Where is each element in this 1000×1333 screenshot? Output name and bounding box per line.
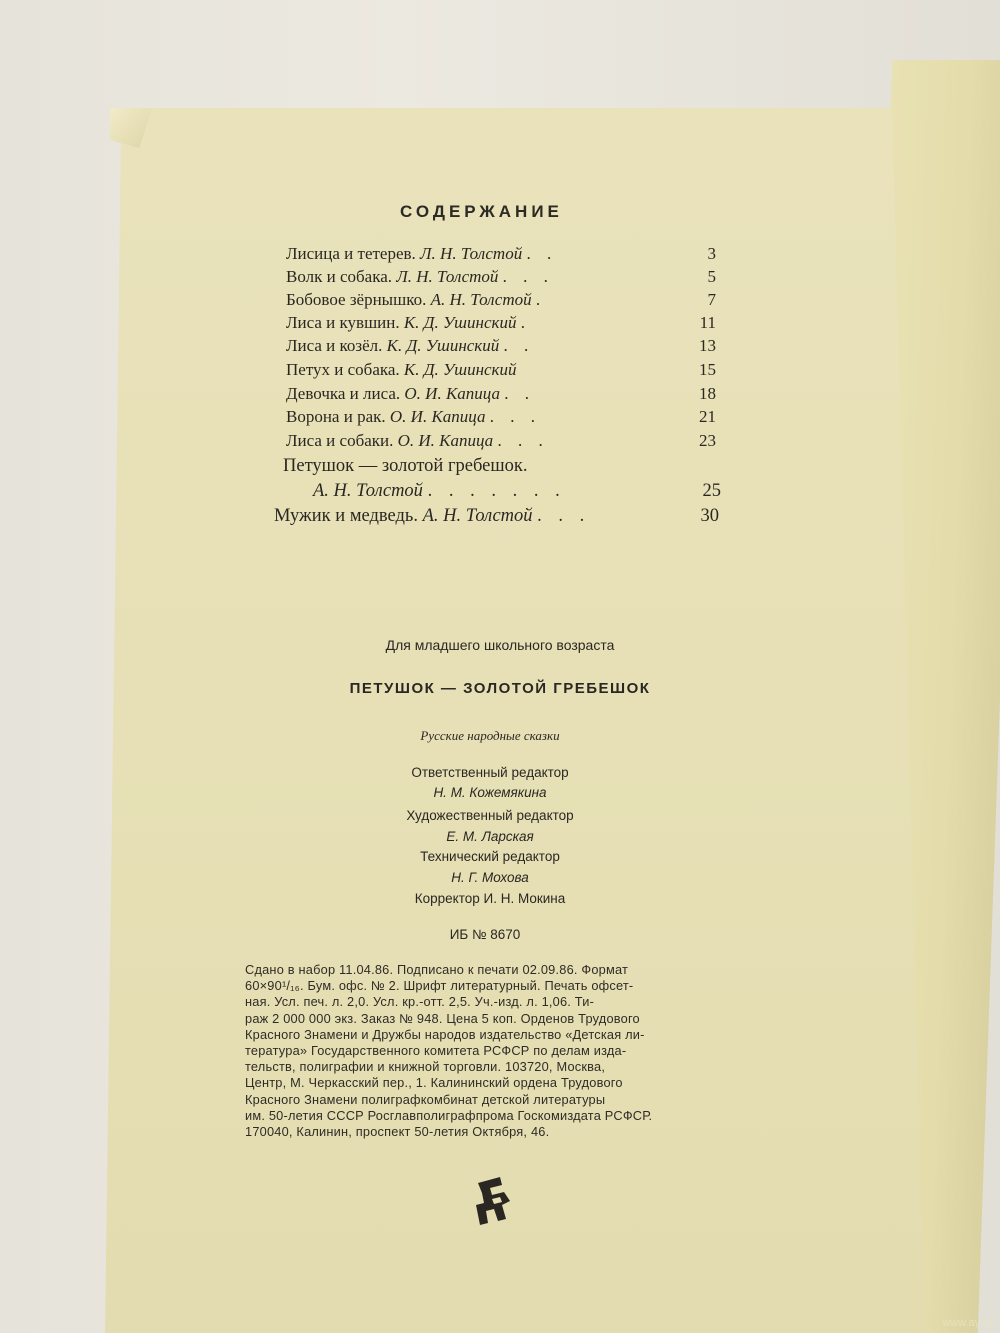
publication-line: ная. Усл. печ. л. 2,0. Усл. кр.-отт. 2,5. Уч.-изд. л. 1,06. Ти- bbox=[245, 994, 595, 1010]
toc-heading: СОДЕРЖАНИЕ bbox=[400, 202, 563, 221]
toc-entry-page: 13 bbox=[699, 336, 716, 355]
watermark: www.ay.by bbox=[942, 1317, 994, 1329]
toc-entry-author: К. Д. Ушинский bbox=[403, 313, 517, 332]
toc-entry bbox=[286, 431, 716, 455]
toc-entry bbox=[286, 407, 716, 431]
publication-line: раж 2 000 000 экз. Заказ № 948. Цена 5 коп. Орденов Трудового bbox=[245, 1010, 640, 1026]
toc-entry-author: Л. Н. Толстой bbox=[396, 267, 499, 286]
toc-entry bbox=[283, 456, 713, 480]
publication-line: 60×90¹/₁₆. Бум. офс. № 2. Шрифт литературный. Печать офсет- bbox=[245, 978, 634, 994]
publication-line: Сдано в набор 11.04.86. Подписано к печати 02.09.86. Формат bbox=[245, 962, 629, 977]
toc-entry-author: К. Д. Ушинский bbox=[403, 360, 517, 379]
tech-editor-role: Технический редактор bbox=[420, 849, 560, 864]
toc-entry-page: 25 bbox=[702, 481, 721, 501]
book-title: ПЕТУШОК — ЗОЛОТОЙ ГРЕБЕШОК bbox=[349, 680, 651, 697]
toc-entry-leader: . . . . . . . bbox=[427, 481, 566, 501]
publication-line: Центр, М. Черкасский пер., 1. Калининский ордена Трудового bbox=[245, 1075, 623, 1091]
publisher-logo-icon bbox=[472, 1175, 516, 1227]
toc-entry-leader: . . bbox=[504, 384, 535, 403]
book-subtitle: Русские народные сказки bbox=[420, 728, 560, 743]
toc-entry-leader: . . . bbox=[502, 267, 554, 286]
publication-line: им. 50-летия СССР Росглавполиграфпрома Госкомиздата РСФСР. bbox=[245, 1107, 653, 1123]
toc-entry-page: 15 bbox=[699, 360, 716, 379]
publication-details bbox=[245, 962, 765, 1140]
toc-entry-leader: . . bbox=[503, 336, 535, 355]
tech-editor-name: Н. Г. Мохова bbox=[451, 870, 529, 885]
toc-entry-page: 18 bbox=[699, 384, 716, 403]
toc-entry-title: Волк и собака. bbox=[286, 267, 392, 286]
toc-entry bbox=[274, 506, 719, 530]
publication-line: тература» Государственного комитета РСФСР по делам изда- bbox=[245, 1043, 627, 1059]
toc-entry-author: Л. Н. Толстой bbox=[420, 244, 523, 263]
toc-entry-page: 11 bbox=[699, 313, 716, 332]
toc-entry-title: Мужик и медведь. bbox=[274, 506, 418, 526]
art-editor-name: Е. М. Ларская bbox=[446, 829, 534, 844]
publication-line: 170040, Калинин, проспект 50-летия Октября, 46. bbox=[245, 1124, 550, 1140]
toc-entry bbox=[286, 244, 716, 268]
toc-entry-page: 30 bbox=[700, 506, 719, 526]
toc-entry bbox=[286, 384, 716, 408]
toc-entry-title: Лисица и тетерев. bbox=[286, 244, 416, 263]
corrector: Корректор И. Н. Мокина bbox=[414, 891, 566, 906]
toc-entry-author: А. Н. Толстой bbox=[313, 481, 423, 501]
toc-entry-leader: . bbox=[520, 313, 531, 332]
toc-entry-title: Лиса и кувшин. bbox=[286, 313, 400, 332]
toc-entry-leader: . bbox=[535, 290, 547, 309]
publication-line: Красного Знамени и Дружбы народов издательство «Детская ли- bbox=[245, 1026, 645, 1042]
toc-entry bbox=[286, 267, 716, 291]
toc-entry-leader: . . . bbox=[497, 431, 549, 450]
responsible-editor-name: Н. М. Кожемякина bbox=[433, 785, 547, 800]
toc-entry-title: Бобовое зёрнышко. bbox=[286, 290, 427, 309]
toc-entry bbox=[286, 336, 716, 360]
art-editor-role: Художественный редактор bbox=[406, 808, 574, 823]
toc-entry-author: К. Д. Ушинский bbox=[386, 336, 500, 355]
publication-line: Красного Знамени полиграфкомбинат детской литературы bbox=[245, 1091, 606, 1107]
ib-number: ИБ № 8670 bbox=[449, 927, 521, 942]
toc-entry-continuation bbox=[313, 481, 721, 505]
toc-entry-author: О. И. Капица bbox=[389, 407, 486, 426]
toc-entry bbox=[286, 290, 716, 314]
toc-entry-author: О. И. Капица bbox=[404, 384, 500, 403]
toc-entry-title: Лиса и собаки. bbox=[286, 431, 394, 450]
toc-entry-title: Лиса и козёл. bbox=[286, 336, 383, 355]
toc-entry bbox=[286, 313, 716, 337]
responsible-editor-role: Ответственный редактор bbox=[411, 765, 569, 780]
toc-entry-page: 21 bbox=[699, 407, 716, 426]
toc-entry-page: 5 bbox=[707, 267, 716, 286]
toc-entry-title: Петушок — золотой гребешок. bbox=[283, 456, 528, 476]
toc-entry-leader: . . . bbox=[537, 506, 591, 526]
toc-entry-title: Ворона и рак. bbox=[286, 407, 386, 426]
toc-entry-page: 7 bbox=[707, 290, 716, 309]
toc-entry-title: Девочка и лиса. bbox=[286, 384, 401, 403]
toc-entry-leader: . . . bbox=[489, 407, 541, 426]
toc-entry-leader: . . bbox=[526, 244, 558, 263]
toc-entry-page: 3 bbox=[707, 244, 716, 263]
toc-entry-page: 23 bbox=[699, 431, 716, 450]
toc-entry-author: А. Н. Толстой bbox=[422, 506, 533, 526]
toc-entry-title: Петух и собака. bbox=[286, 360, 400, 379]
toc-entry-author: О. И. Капица bbox=[397, 431, 494, 450]
publication-line: тельств, полиграфии и книжной торговли. 103720, Москва, bbox=[245, 1059, 606, 1075]
toc-entry bbox=[286, 360, 716, 384]
toc-entry-author: А. Н. Толстой bbox=[430, 290, 532, 309]
target-audience: Для младшего школьного возраста bbox=[385, 637, 615, 653]
